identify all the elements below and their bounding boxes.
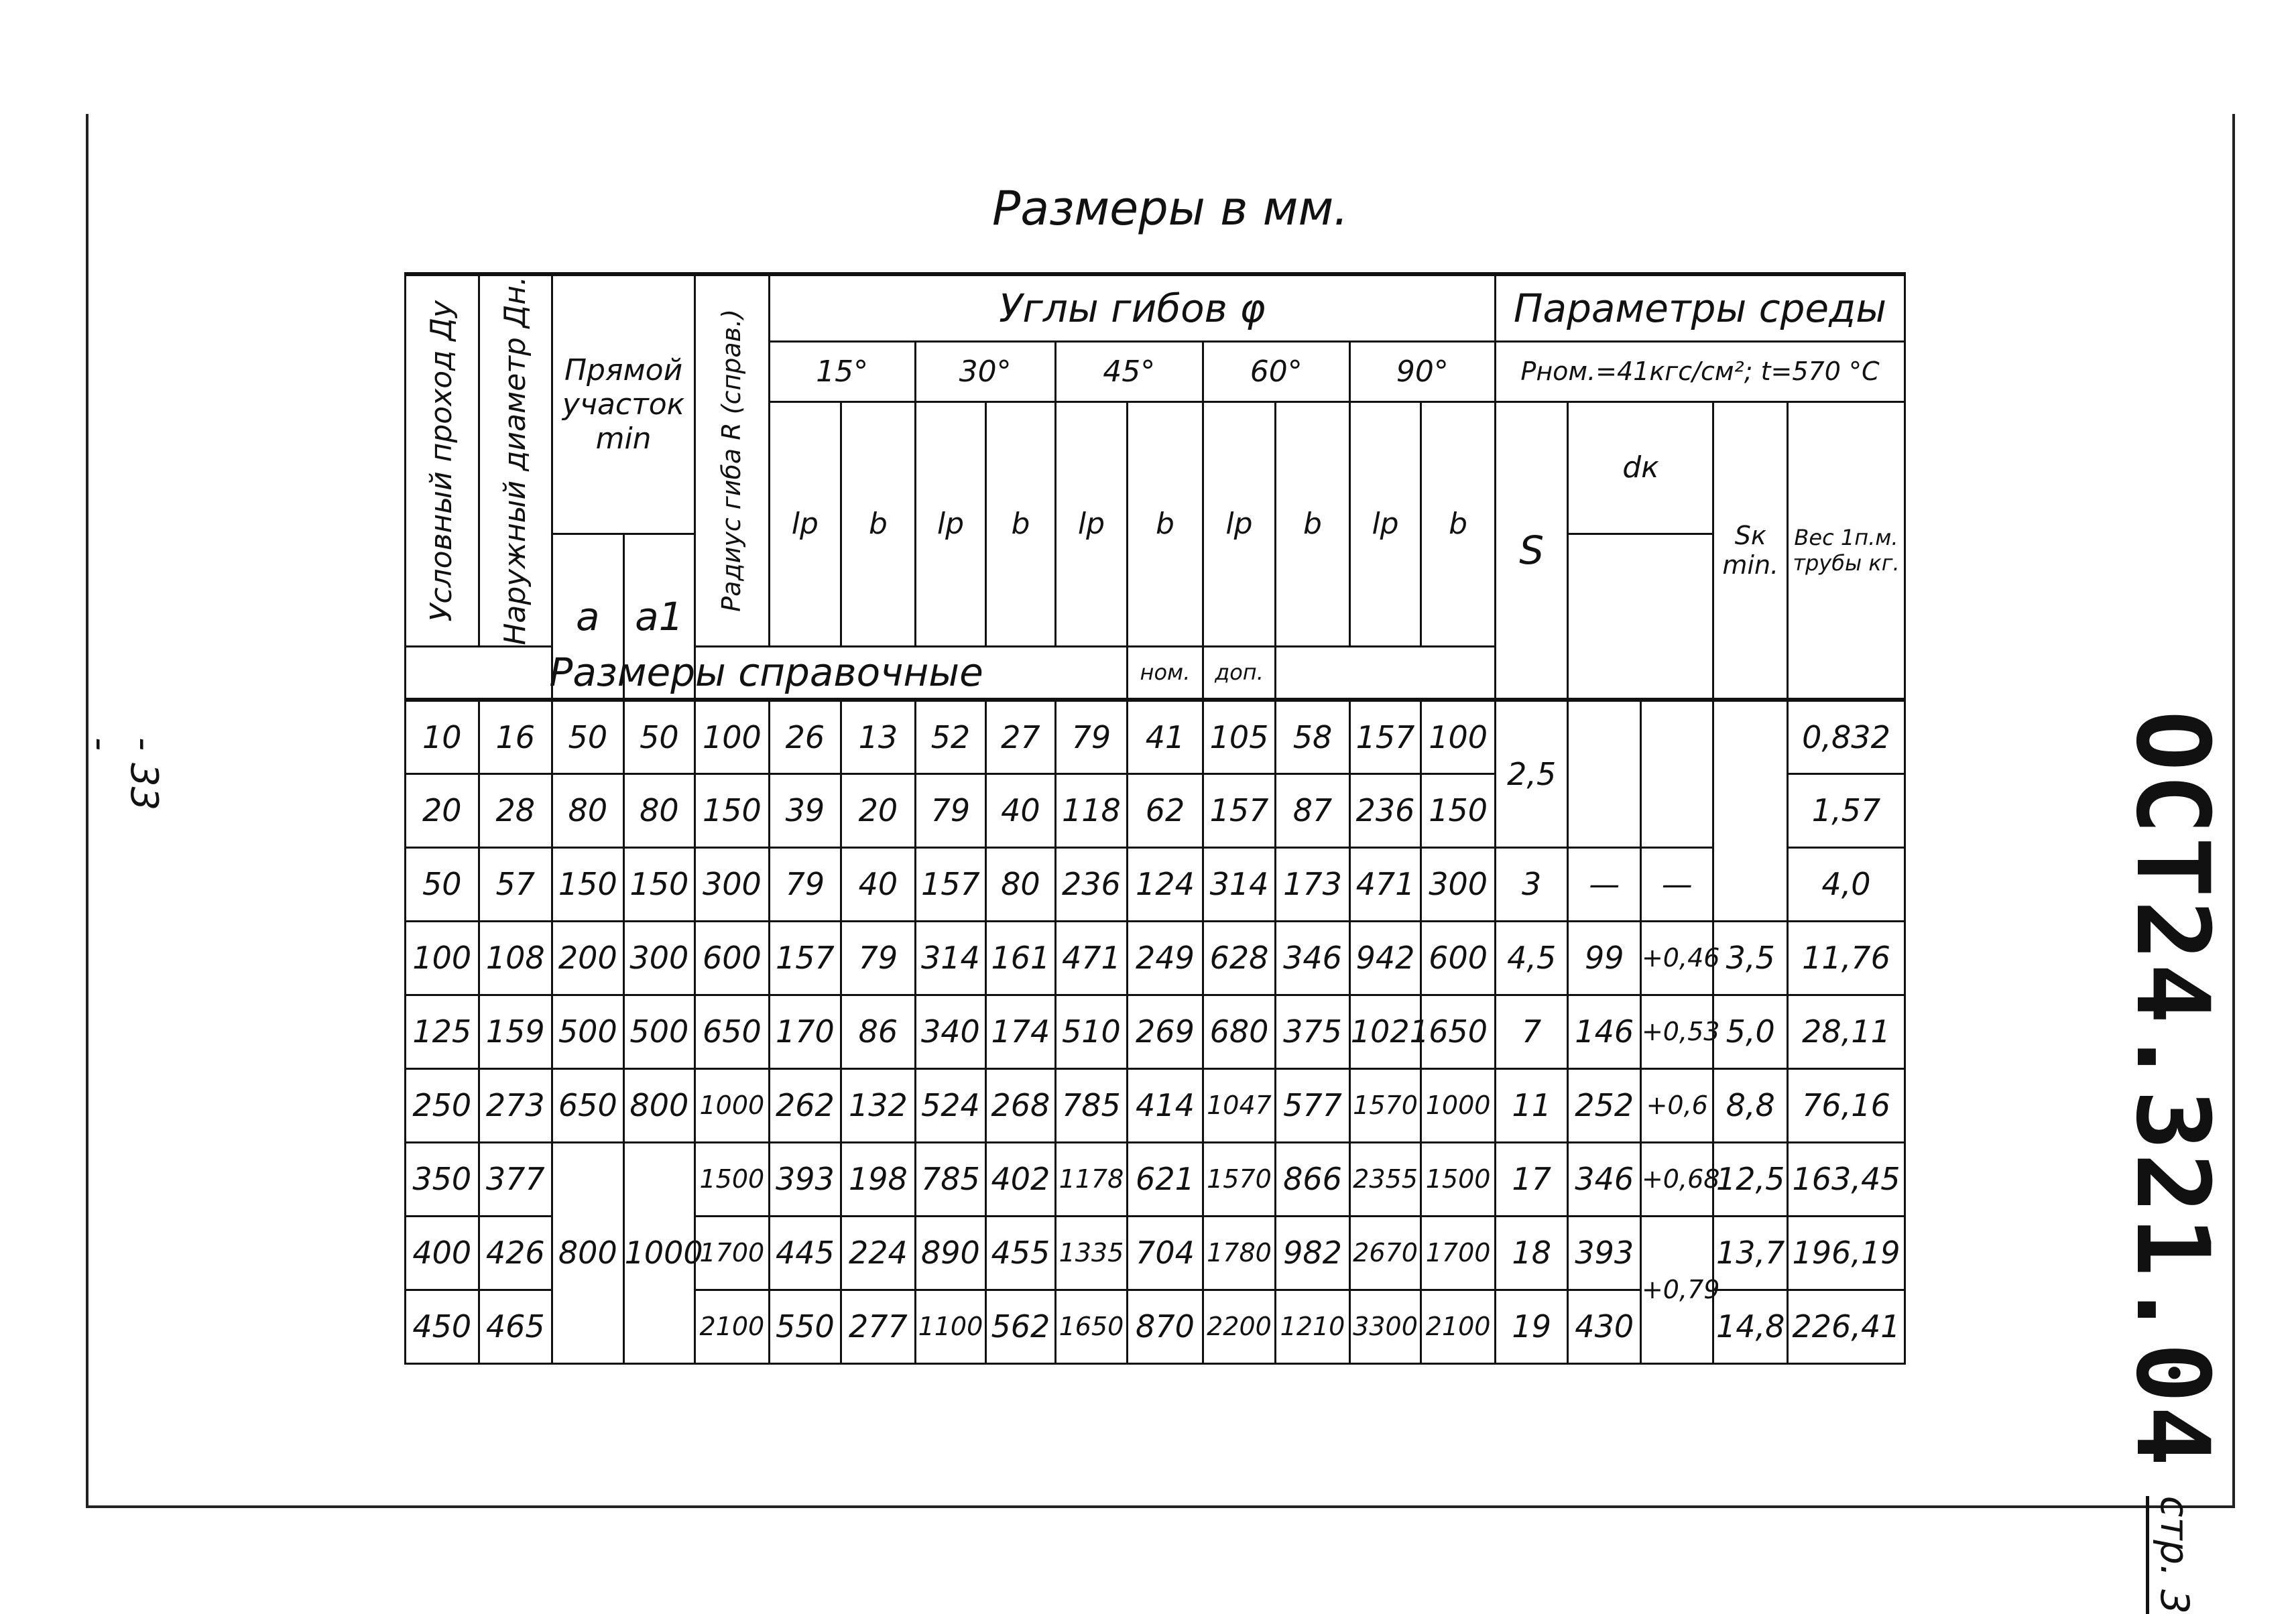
cell-lp30: 890	[915, 1216, 986, 1290]
bend-dimensions-table	[404, 272, 1906, 1365]
cell-du: 450	[406, 1290, 479, 1363]
header-b: b	[841, 401, 916, 646]
header-angle-45: 45°	[1055, 341, 1203, 401]
header-params: Параметры среды	[1495, 274, 1905, 341]
cell-b60: 87	[1276, 773, 1350, 847]
cell-b45: 62	[1128, 773, 1203, 847]
cell-b60: 173	[1276, 847, 1350, 921]
cell-du: 50	[406, 847, 479, 921]
cell-du: 125	[406, 995, 479, 1068]
cell-lp30: 314	[915, 921, 986, 995]
cell-b90: 100	[1421, 700, 1496, 773]
cell-lp30: 785	[915, 1142, 986, 1216]
cell-lp60: 2200	[1203, 1290, 1276, 1363]
units-caption: Размеры в мм.	[992, 181, 1349, 236]
cell-lp30: 79	[915, 773, 986, 847]
cell-b45: 621	[1128, 1142, 1203, 1216]
header-dk-nom: ном.	[1128, 646, 1203, 700]
cell-lp90: 2670	[1349, 1216, 1421, 1290]
cell-dn: 16	[479, 700, 552, 773]
cell-sk: 8,8	[1713, 1068, 1788, 1142]
cell-b15: 40	[841, 847, 916, 921]
cell-sk	[1713, 700, 1788, 921]
cell-r: 2100	[695, 1290, 770, 1363]
cell-a: 800	[552, 1142, 624, 1363]
cell-b90: 600	[1421, 921, 1496, 995]
cell-s: 17	[1495, 1142, 1568, 1216]
cell-lp45: 1335	[1055, 1216, 1128, 1290]
cell-dk-nom: 393	[1568, 1216, 1641, 1290]
cell-lp90: 1570	[1349, 1068, 1421, 1142]
cell-lp60: 105	[1203, 700, 1276, 773]
header-angle-90: 90°	[1349, 341, 1495, 401]
cell-lp15: 26	[769, 700, 841, 773]
cell-lp90: 236	[1349, 773, 1421, 847]
header-lp: lp	[769, 401, 841, 646]
cell-dn: 108	[479, 921, 552, 995]
cell-a: 150	[552, 847, 624, 921]
cell-dk-dop: +0,79	[1640, 1216, 1713, 1363]
cell-lp15: 445	[769, 1216, 841, 1290]
cell-dn: 377	[479, 1142, 552, 1216]
cell-lp15: 79	[769, 847, 841, 921]
cell-weight: 28,11	[1788, 995, 1905, 1068]
cell-weight: 11,76	[1788, 921, 1905, 995]
cell-r: 600	[695, 921, 770, 995]
cell-dk-dop	[1640, 700, 1713, 847]
cell-b30: 174	[986, 995, 1056, 1068]
cell-lp30: 52	[915, 700, 986, 773]
header-angle-30: 30°	[915, 341, 1055, 401]
cell-lp60: 157	[1203, 773, 1276, 847]
cell-r: 650	[695, 995, 770, 1068]
cell-a1: 300	[623, 921, 695, 995]
header-straight: Прямой участок min	[552, 274, 695, 534]
cell-b45: 414	[1128, 1068, 1203, 1142]
cell-b45: 249	[1128, 921, 1203, 995]
cell-r: 300	[695, 847, 770, 921]
cell-s: 11	[1495, 1068, 1568, 1142]
cell-b30: 27	[986, 700, 1056, 773]
cell-b30: 40	[986, 773, 1056, 847]
cell-sk: 5,0	[1713, 995, 1788, 1068]
cell-lp30: 524	[915, 1068, 986, 1142]
cell-b45: 704	[1128, 1216, 1203, 1290]
table-row	[406, 847, 1905, 921]
cell-a: 50	[552, 700, 624, 773]
table-row	[406, 1142, 1905, 1216]
header-angles: Углы гибов φ	[769, 274, 1495, 341]
cell-lp45: 785	[1055, 1068, 1128, 1142]
cell-lp45: 236	[1055, 847, 1128, 921]
cell-dk-dop: +0,6	[1640, 1068, 1713, 1142]
cell-lp30: 1100	[915, 1290, 986, 1363]
cell-r: 1000	[695, 1068, 770, 1142]
cell-lp90: 3300	[1349, 1290, 1421, 1363]
header-lp: lp	[915, 401, 986, 646]
cell-b30: 161	[986, 921, 1056, 995]
cell-b60: 346	[1276, 921, 1350, 995]
cell-dk-dop: —	[1640, 847, 1713, 921]
cell-a1: 800	[623, 1068, 695, 1142]
cell-r: 100	[695, 700, 770, 773]
cell-b15: 224	[841, 1216, 916, 1290]
header-dk: dк	[1568, 401, 1713, 534]
cell-lp30: 157	[915, 847, 986, 921]
header-sk: Sк min.	[1713, 401, 1788, 700]
cell-lp45: 1650	[1055, 1290, 1128, 1363]
cell-dk-nom: 99	[1568, 921, 1641, 995]
cell-b60: 375	[1276, 995, 1350, 1068]
cell-r: 1500	[695, 1142, 770, 1216]
header-reference: Размеры справочные	[406, 646, 1128, 700]
header-lp: lp	[1349, 401, 1421, 646]
cell-s: 3	[1495, 847, 1568, 921]
cell-b90: 1500	[1421, 1142, 1496, 1216]
cell-b15: 86	[841, 995, 916, 1068]
cell-dk-nom: 430	[1568, 1290, 1641, 1363]
header-b: b	[986, 401, 1056, 646]
header-pressure: Рном.=41кгс/см²; t=570 °C	[1495, 341, 1905, 401]
cell-dn: 57	[479, 847, 552, 921]
header-b: b	[1128, 401, 1203, 646]
cell-lp90: 471	[1349, 847, 1421, 921]
cell-b60: 866	[1276, 1142, 1350, 1216]
cell-b15: 198	[841, 1142, 916, 1216]
cell-b90: 2100	[1421, 1290, 1496, 1363]
cell-a: 500	[552, 995, 624, 1068]
cell-du: 100	[406, 921, 479, 995]
cell-b30: 455	[986, 1216, 1056, 1290]
cell-lp30: 340	[915, 995, 986, 1068]
cell-du: 350	[406, 1142, 479, 1216]
cell-sk: 3,5	[1713, 921, 1788, 995]
document-code: ОСТ24.321.04	[2114, 710, 2230, 1469]
cell-dn: 159	[479, 995, 552, 1068]
cell-b60: 577	[1276, 1068, 1350, 1142]
cell-a1: 150	[623, 847, 695, 921]
cell-lp15: 157	[769, 921, 841, 995]
cell-weight: 76,16	[1788, 1068, 1905, 1142]
cell-b90: 300	[1421, 847, 1496, 921]
cell-du: 20	[406, 773, 479, 847]
header-lp: lp	[1203, 401, 1276, 646]
cell-b15: 277	[841, 1290, 916, 1363]
cell-b90: 1000	[1421, 1068, 1496, 1142]
cell-b45: 41	[1128, 700, 1203, 773]
cell-lp45: 471	[1055, 921, 1128, 995]
cell-b30: 80	[986, 847, 1056, 921]
cell-lp15: 393	[769, 1142, 841, 1216]
cell-lp15: 550	[769, 1290, 841, 1363]
cell-weight: 163,45	[1788, 1142, 1905, 1216]
cell-b60: 58	[1276, 700, 1350, 773]
cell-a: 80	[552, 773, 624, 847]
cell-lp45: 1178	[1055, 1142, 1128, 1216]
cell-r: 1700	[695, 1216, 770, 1290]
header-a1: a1	[623, 534, 695, 700]
frame-bottom-line	[86, 1505, 2235, 1508]
cell-lp90: 157	[1349, 700, 1421, 773]
cell-dn: 465	[479, 1290, 552, 1363]
cell-a1: 80	[623, 773, 695, 847]
header-b: b	[1276, 401, 1350, 646]
cell-du: 250	[406, 1068, 479, 1142]
cell-lp90: 1021	[1349, 995, 1421, 1068]
cell-b90: 1700	[1421, 1216, 1496, 1290]
cell-sk: 13,7	[1713, 1216, 1788, 1290]
cell-lp45: 510	[1055, 995, 1128, 1068]
cell-s: 2,5	[1495, 700, 1568, 847]
cell-dk-nom	[1568, 700, 1641, 847]
cell-lp60: 1047	[1203, 1068, 1276, 1142]
cell-dk-nom: 252	[1568, 1068, 1641, 1142]
header-dn: Наружный диаметр Дн.	[479, 274, 552, 646]
cell-dn: 28	[479, 773, 552, 847]
cell-lp15: 262	[769, 1068, 841, 1142]
cell-b15: 20	[841, 773, 916, 847]
cell-b45: 269	[1128, 995, 1203, 1068]
cell-lp15: 39	[769, 773, 841, 847]
table-row	[406, 921, 1905, 995]
header-lp: lp	[1055, 401, 1128, 646]
cell-b30: 402	[986, 1142, 1056, 1216]
cell-a1: 50	[623, 700, 695, 773]
cell-b30: 268	[986, 1068, 1056, 1142]
cell-lp15: 170	[769, 995, 841, 1068]
header-a: a	[552, 534, 624, 700]
cell-a1: 1000	[623, 1142, 695, 1363]
cell-weight: 196,19	[1788, 1216, 1905, 1290]
cell-sk: 14,8	[1713, 1290, 1788, 1363]
cell-b45: 870	[1128, 1290, 1203, 1363]
sheet-label: стр. 3	[2147, 1496, 2198, 1614]
table-row	[406, 1068, 1905, 1142]
cell-b30: 562	[986, 1290, 1056, 1363]
cell-lp60: 314	[1203, 847, 1276, 921]
cell-dk-dop: +0,53	[1640, 995, 1713, 1068]
cell-dk-dop: +0,46	[1640, 921, 1713, 995]
header-weight: Вес 1п.м. трубы кг.	[1788, 401, 1905, 700]
cell-r: 150	[695, 773, 770, 847]
table-row	[406, 700, 1905, 773]
cell-lp60: 628	[1203, 921, 1276, 995]
header-s: S	[1495, 401, 1568, 700]
cell-s: 18	[1495, 1216, 1568, 1290]
cell-s: 7	[1495, 995, 1568, 1068]
cell-lp45: 79	[1055, 700, 1128, 773]
header-radius: Радиус гиба R (справ.)	[695, 274, 770, 646]
cell-lp60: 1570	[1203, 1142, 1276, 1216]
cell-lp45: 118	[1055, 773, 1128, 847]
cell-b90: 150	[1421, 773, 1496, 847]
cell-lp60: 1780	[1203, 1216, 1276, 1290]
cell-a: 200	[552, 921, 624, 995]
cell-dk-nom: —	[1568, 847, 1641, 921]
cell-b90: 650	[1421, 995, 1496, 1068]
table-row	[406, 995, 1905, 1068]
document-code-block	[2114, 710, 2230, 1614]
header-dk-dop: доп.	[1203, 646, 1276, 700]
cell-b15: 79	[841, 921, 916, 995]
cell-s: 4,5	[1495, 921, 1568, 995]
cell-lp60: 680	[1203, 995, 1276, 1068]
cell-dk-nom: 346	[1568, 1142, 1641, 1216]
header-b: b	[1421, 401, 1496, 646]
cell-weight: 0,832	[1788, 700, 1905, 773]
cell-du: 400	[406, 1216, 479, 1290]
header-angle-15: 15°	[769, 341, 915, 401]
cell-dn: 273	[479, 1068, 552, 1142]
cell-weight: 1,57	[1788, 773, 1905, 847]
cell-b45: 124	[1128, 847, 1203, 921]
page-number: - 33 -	[78, 737, 166, 811]
cell-weight: 4,0	[1788, 847, 1905, 921]
cell-sk: 12,5	[1713, 1142, 1788, 1216]
cell-b60: 1210	[1276, 1290, 1350, 1363]
cell-dk-dop: +0,68	[1640, 1142, 1713, 1216]
cell-a: 650	[552, 1068, 624, 1142]
cell-b15: 13	[841, 700, 916, 773]
cell-lp90: 2355	[1349, 1142, 1421, 1216]
cell-dk-nom: 146	[1568, 995, 1641, 1068]
header-angle-60: 60°	[1203, 341, 1349, 401]
cell-b60: 982	[1276, 1216, 1350, 1290]
cell-s: 19	[1495, 1290, 1568, 1363]
frame-right-line	[2232, 114, 2235, 1508]
cell-lp90: 942	[1349, 921, 1421, 995]
cell-b15: 132	[841, 1068, 916, 1142]
cell-a1: 500	[623, 995, 695, 1068]
cell-weight: 226,41	[1788, 1290, 1905, 1363]
header-du: Условный проход Ду	[406, 274, 479, 646]
cell-dn: 426	[479, 1216, 552, 1290]
cell-du: 10	[406, 700, 479, 773]
